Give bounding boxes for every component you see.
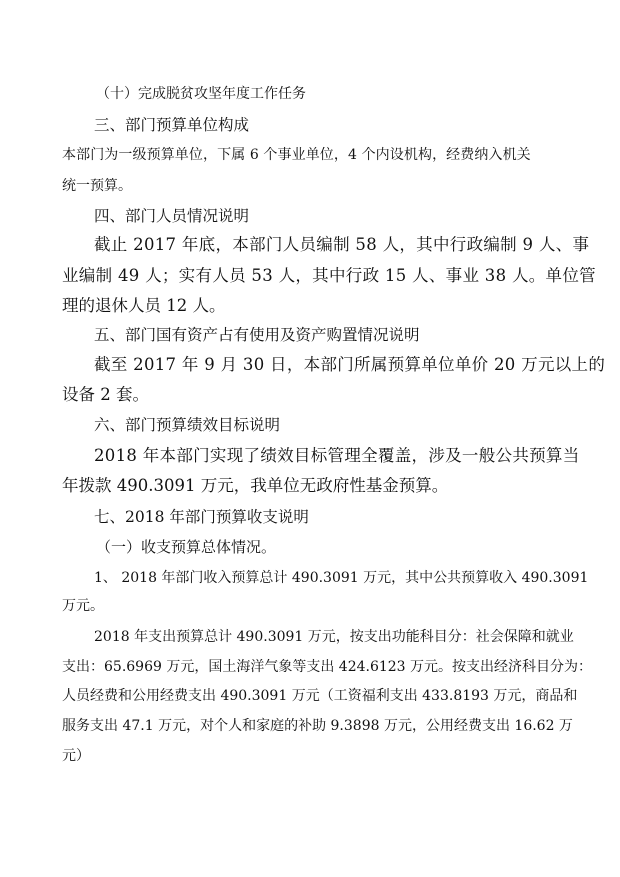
- paragraph-line: 年拨款 490.3091 万元，我单位无政府性基金预算。: [62, 476, 449, 495]
- paragraph-line: 业编制 49 人；实有人员 53 人，其中行政 15 人、事业 38 人。单位管: [62, 266, 596, 285]
- subsection-heading-1: （一）收支预算总体情况。: [96, 538, 277, 556]
- paragraph-line: 理的退休人员 12 人。: [62, 296, 226, 315]
- section-heading-10: （十）完成脱贫攻坚年度工作任务: [96, 86, 306, 102]
- paragraph-line: 元）: [62, 748, 90, 764]
- section-heading-7: 七、2018 年部门预算收支说明: [94, 508, 309, 526]
- paragraph-line: 截至 2017 年 9 月 30 日，本部门所属预算单位单价 20 万元以上的: [94, 355, 606, 374]
- paragraph-line: 设备 2 套。: [62, 385, 149, 404]
- paragraph-line: 1、 2018 年部门收入预算总计 490.3091 万元，其中公共预算收入 490.3091: [94, 570, 589, 586]
- paragraph-line: 2018 年支出预算总计 490.3091 万元，按支出功能科目分：社会保障和就业: [94, 629, 574, 645]
- paragraph-line: 万元。: [62, 598, 104, 614]
- paragraph-line: 人员经费和公用经费支出 490.3091 万元（工资福利支出 433.8193 万元，商品和: [62, 688, 578, 704]
- paragraph-line: 截止 2017 年底，本部门人员编制 58 人，其中行政编制 9 人、事: [94, 235, 590, 254]
- section-heading-6: 六、部门预算绩效目标说明: [94, 416, 281, 434]
- paragraph-line: 统一预算。: [62, 178, 132, 194]
- paragraph-line: 本部门为一级预算单位，下属 6 个事业单位，4 个内设机构，经费纳入机关: [62, 147, 531, 163]
- section-heading-4: 四、部门人员情况说明: [94, 207, 250, 225]
- paragraph-line: 服务支出 47.1 万元，对个人和家庭的补助 9.3898 万元，公用经费支出 16.62 万: [62, 718, 573, 734]
- section-heading-5: 五、部门国有资产占有使用及资产购置情况说明: [94, 326, 420, 344]
- section-heading-3: 三、部门预算单位构成: [94, 116, 250, 134]
- paragraph-line: 2018 年本部门实现了绩效目标管理全覆盖，涉及一般公共预算当: [94, 446, 580, 465]
- paragraph-line: 支出：65.6969 万元，国土海洋气象等支出 424.6123 万元。按支出经济科目分为：: [62, 659, 593, 675]
